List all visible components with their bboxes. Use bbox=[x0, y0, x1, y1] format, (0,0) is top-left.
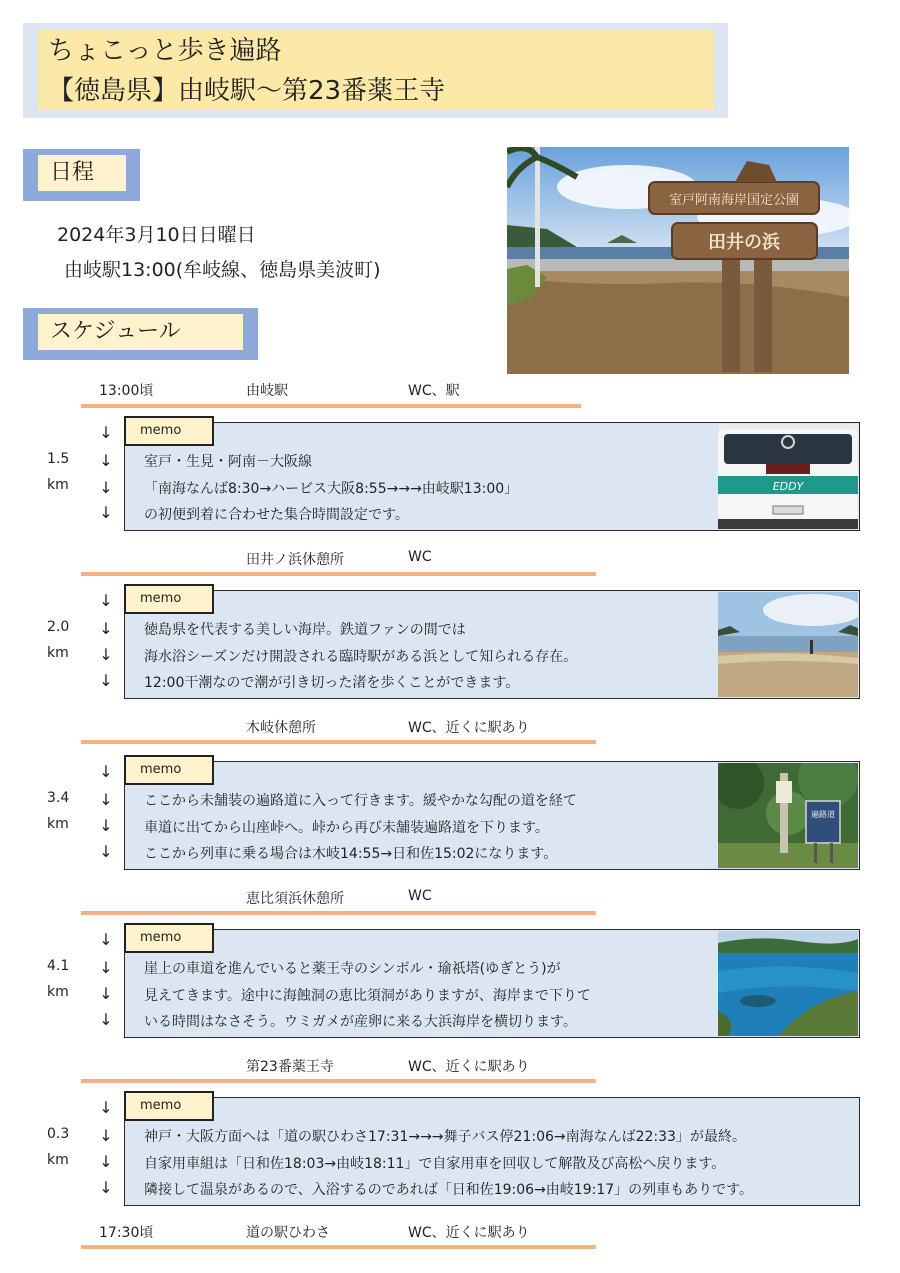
stop-place: 田井ノ浜休憩所 bbox=[246, 552, 344, 568]
memo-text: 「南海なんば8:30→ハービス大阪8:55→→→由岐駅13:00」 bbox=[144, 481, 519, 497]
segment-distance-unit: km bbox=[47, 1152, 69, 1168]
arrow-down-icon: ↓ bbox=[99, 958, 113, 977]
memo-text: 車道に出てから山座峠へ。峠から再び未舗装遍路道を下ります。 bbox=[144, 820, 549, 836]
arrow-down-icon: ↓ bbox=[99, 451, 113, 470]
page-subtitle: 【徳島県】由岐駅～第23番薬王寺 bbox=[48, 76, 446, 106]
route-line bbox=[81, 572, 596, 576]
route-line bbox=[81, 1079, 596, 1083]
memo-label: memo bbox=[124, 584, 214, 614]
stop-place: 由岐駅 bbox=[246, 383, 288, 399]
memo-text: 隣接して温泉があるので、入浴するのであれば「日和佐19:06→由岐19:17」の列車もありです。 bbox=[144, 1182, 754, 1198]
route-line bbox=[81, 404, 581, 408]
memo-label: memo bbox=[124, 416, 214, 446]
segment-distance-unit: km bbox=[47, 477, 69, 493]
path-sign-text: 遍路道 bbox=[811, 810, 835, 819]
stop-place: 道の駅ひわさ bbox=[246, 1225, 330, 1241]
segment-distance: 0.3 bbox=[47, 1126, 70, 1142]
arrow-down-icon: ↓ bbox=[99, 1126, 113, 1145]
memo-text: 12:00干潮なので潮が引き切った渚を歩くことができます。 bbox=[144, 675, 520, 691]
arrow-down-icon: ↓ bbox=[99, 816, 113, 835]
stop-facility: WC bbox=[408, 549, 432, 565]
arrow-down-icon: ↓ bbox=[99, 762, 113, 781]
arrow-down-icon: ↓ bbox=[99, 645, 113, 664]
arrow-down-icon: ↓ bbox=[99, 1178, 113, 1197]
segment-distance: 2.0 bbox=[47, 619, 70, 635]
forest-path-photo bbox=[718, 763, 858, 868]
stop-place: 恵比須浜休憩所 bbox=[246, 891, 344, 907]
sign-text-park: 室戸阿南海岸国定公園 bbox=[668, 193, 800, 208]
stop-facility: WC、近くに駅あり bbox=[408, 1059, 530, 1075]
arrow-down-icon: ↓ bbox=[99, 984, 113, 1003]
stop-facility: WC、駅 bbox=[408, 383, 460, 399]
route-line bbox=[81, 911, 596, 915]
memo-text: 見えてきます。途中に海蝕洞の恵比須洞がありますが、海岸まで下りて bbox=[144, 988, 591, 1004]
memo-text: ここから列車に乗る場合は木岐14:55→日和佐15:02になります。 bbox=[144, 846, 558, 862]
arrow-down-icon: ↓ bbox=[99, 619, 113, 638]
stop-time: 13:00頃 bbox=[99, 383, 154, 399]
memo-text: いる時間はなさそう。ウミガメが産卵に来る大浜海岸を横切ります。 bbox=[144, 1014, 577, 1030]
arrow-down-icon: ↓ bbox=[99, 790, 113, 809]
route-line bbox=[81, 740, 596, 744]
arrow-down-icon: ↓ bbox=[99, 1152, 113, 1171]
meeting-point: 由岐駅13:00(牟岐線、徳島県美波町) bbox=[64, 259, 381, 281]
beach-photo bbox=[718, 592, 858, 697]
arrow-down-icon: ↓ bbox=[99, 478, 113, 497]
bus-sign-text: EDDY bbox=[772, 480, 804, 493]
arrow-down-icon: ↓ bbox=[99, 1098, 113, 1117]
memo-text: 海水浴シーズンだけ開設される臨時駅がある浜として知られる存在。 bbox=[144, 649, 578, 665]
segment-distance: 1.5 bbox=[47, 451, 70, 467]
arrow-down-icon: ↓ bbox=[99, 842, 113, 861]
arrow-down-icon: ↓ bbox=[99, 423, 113, 442]
arrow-down-icon: ↓ bbox=[99, 591, 113, 610]
arrow-down-icon: ↓ bbox=[99, 930, 113, 949]
arrow-down-icon: ↓ bbox=[99, 1010, 113, 1029]
memo-label: memo bbox=[124, 923, 214, 953]
memo-text: 神戸・大阪方面へは「道の駅ひわさ17:31→→→舞子バス停21:06→南海なんば22:33」が最終。 bbox=[144, 1129, 746, 1145]
sign-text-beach: 田井の浜 bbox=[708, 232, 780, 253]
signpost-photo bbox=[507, 147, 849, 374]
stop-place: 第23番薬王寺 bbox=[246, 1059, 334, 1075]
segment-distance-unit: km bbox=[47, 816, 69, 832]
stop-facility: WC bbox=[408, 888, 432, 904]
timetable-section-title: スケジュール bbox=[38, 314, 243, 350]
event-date: 2024年3月10日日曜日 bbox=[57, 224, 256, 246]
memo-text: の初便到着に合わせた集合時間設定です。 bbox=[144, 507, 409, 523]
memo-label: memo bbox=[124, 1091, 214, 1121]
segment-distance: 4.1 bbox=[47, 958, 70, 974]
memo-text: ここから未舗装の遍路道に入って行きます。緩やかな勾配の道を経て bbox=[144, 793, 577, 809]
stop-facility: WC、近くに駅あり bbox=[408, 1225, 530, 1241]
bus-photo bbox=[718, 424, 858, 529]
arrow-down-icon: ↓ bbox=[99, 671, 113, 690]
page-title: ちょこっと歩き遍路 bbox=[48, 36, 282, 66]
segment-distance-unit: km bbox=[47, 645, 69, 661]
memo-text: 自家用車組は「日和佐18:03→由岐18:11」で自家用車を回収して解散及び高松へ戻ります。 bbox=[144, 1156, 726, 1172]
stop-place: 木岐休憩所 bbox=[246, 720, 316, 736]
arrow-down-icon: ↓ bbox=[99, 503, 113, 522]
route-line bbox=[81, 1245, 596, 1249]
memo-text: 徳島県を代表する美しい海岸。鉄道ファンの間では bbox=[144, 622, 466, 638]
memo-text: 室戸・生見・阿南－大阪線 bbox=[144, 454, 312, 470]
coast-photo bbox=[718, 931, 858, 1036]
memo-text: 崖上の車道を進んでいると薬王寺のシンボル・瑜祇塔(ゆぎとう)が bbox=[144, 961, 561, 977]
schedule-section-title: 日程 bbox=[38, 155, 126, 191]
segment-distance: 3.4 bbox=[47, 790, 70, 806]
memo-label: memo bbox=[124, 755, 214, 785]
stop-time: 17:30頃 bbox=[99, 1225, 154, 1241]
stop-facility: WC、近くに駅あり bbox=[408, 720, 530, 736]
segment-distance-unit: km bbox=[47, 984, 69, 1000]
